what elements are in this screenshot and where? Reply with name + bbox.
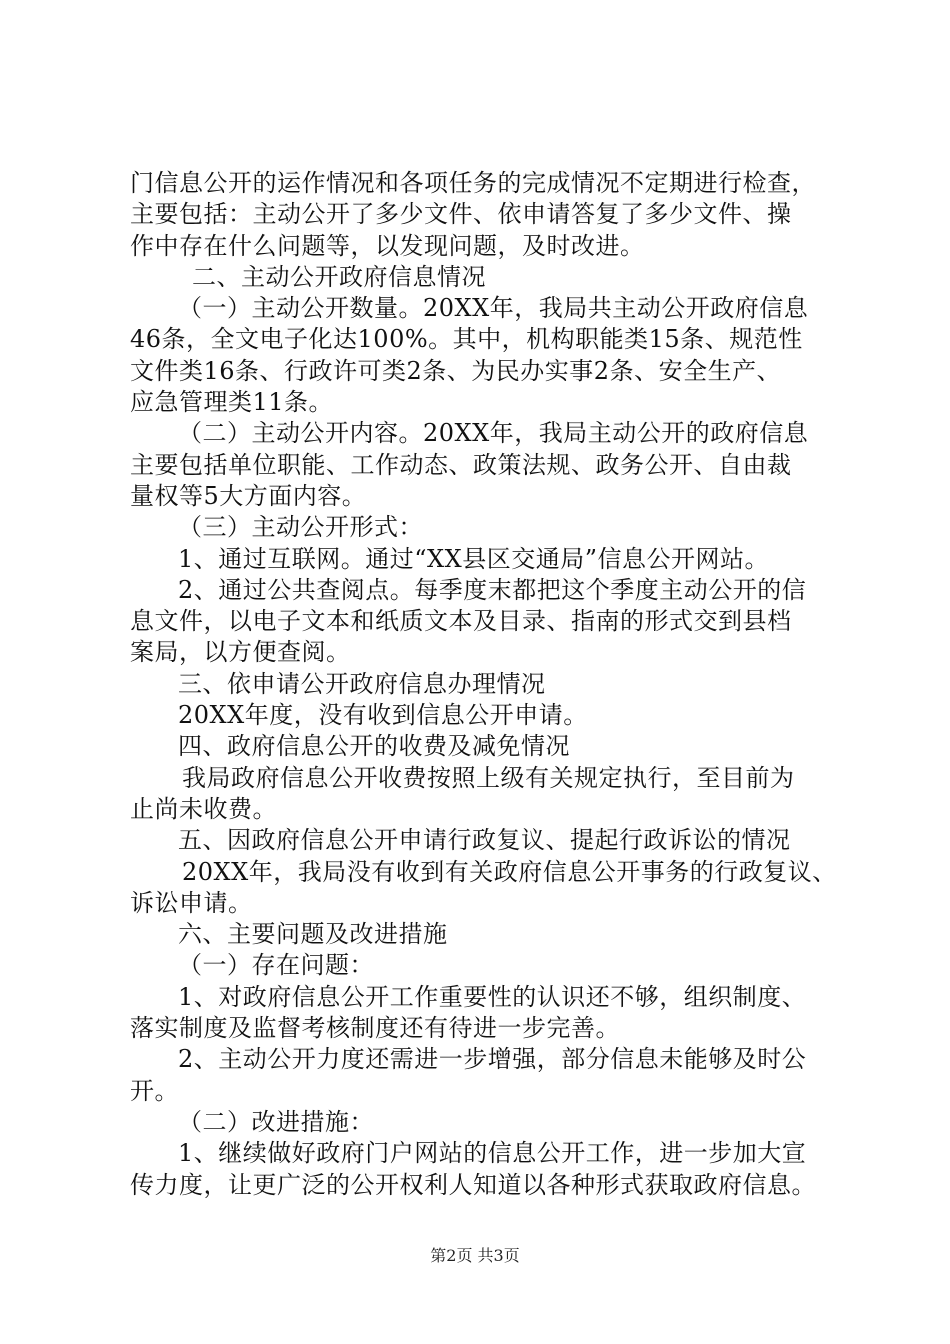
text-line: 文件类16条、行政许可类2条、为民办实事2条、安全生产、 bbox=[130, 356, 782, 385]
text-line: 1、通过互联网。通过“XX县区交通局”信息公开网站。 bbox=[178, 544, 769, 573]
text-line: 四、政府信息公开的收费及减免情况 bbox=[178, 732, 570, 761]
text-line: 2、通过公共查阅点。每季度末都把这个季度主动公开的信 bbox=[178, 575, 807, 604]
text-line: 三、依申请公开政府信息办理情况 bbox=[178, 669, 546, 698]
text-line: 开。 bbox=[130, 1076, 179, 1105]
text-line: 二、主动公开政府信息情况 bbox=[192, 262, 486, 291]
text-line: 应急管理类11条。 bbox=[130, 388, 334, 417]
text-line: （二）改进措施： bbox=[178, 1107, 374, 1136]
text-line: （三）主动公开形式： bbox=[178, 513, 423, 542]
text-line: 1、对政府信息公开工作重要性的认识还不够，组织制度、 bbox=[178, 982, 807, 1011]
text-line: 46条，全文电子化达100%。其中，机构职能类15条、规范性 bbox=[130, 325, 803, 354]
text-line: 20XX年度，没有收到信息公开申请。 bbox=[178, 701, 588, 730]
text-line: （一）主动公开数量。20XX年，我局共主动公开政府信息 bbox=[178, 294, 809, 323]
text-line: （一）存在问题： bbox=[178, 951, 374, 980]
text-line: 主要包括：主动公开了多少文件、依申请答复了多少文件、操 bbox=[130, 200, 792, 229]
text-line: 1、继续做好政府门户网站的信息公开工作，进一步加大宣 bbox=[178, 1139, 807, 1168]
page-footer: 第2页 共3页 bbox=[430, 1246, 520, 1265]
text-line: 门信息公开的运作情况和各项任务的完成情况不定期进行检查， bbox=[130, 169, 816, 197]
text-line: 五、因政府信息公开申请行政复议、提起行政诉讼的情况 bbox=[178, 826, 791, 855]
text-line: 我局政府信息公开收费按照上级有关规定执行，至目前为 bbox=[182, 763, 795, 792]
text-line: 20XX年，我局没有收到有关政府信息公开事务的行政复议、 bbox=[182, 857, 837, 886]
text-line: 落实制度及监督考核制度还有待进一步完善。 bbox=[130, 1014, 620, 1043]
text-line: 量权等5大方面内容。 bbox=[130, 481, 367, 510]
text-line: 止尚未收费。 bbox=[130, 794, 277, 823]
text-line: 作中存在什么问题等，以发现问题，及时改进。 bbox=[130, 231, 645, 260]
document-body bbox=[130, 168, 837, 1201]
text-line: 2、主动公开力度还需进一步增强，部分信息未能够及时公 bbox=[178, 1045, 807, 1074]
text-line: 传力度，让更广泛的公开权利人知道以各种形式获取政府信息。 bbox=[130, 1170, 816, 1199]
text-line: 案局，以方便查阅。 bbox=[130, 638, 351, 667]
text-line: （二）主动公开内容。20XX年，我局主动公开的政府信息 bbox=[178, 419, 809, 448]
text-line: 息文件，以电子文本和纸质文本及目录、指南的形式交到县档 bbox=[130, 607, 792, 636]
text-line: 主要包括单位职能、工作动态、政策法规、政务公开、自由裁 bbox=[130, 450, 792, 479]
text-line: 诉讼申请。 bbox=[130, 888, 253, 917]
text-line: 六、主要问题及改进措施 bbox=[178, 920, 448, 949]
